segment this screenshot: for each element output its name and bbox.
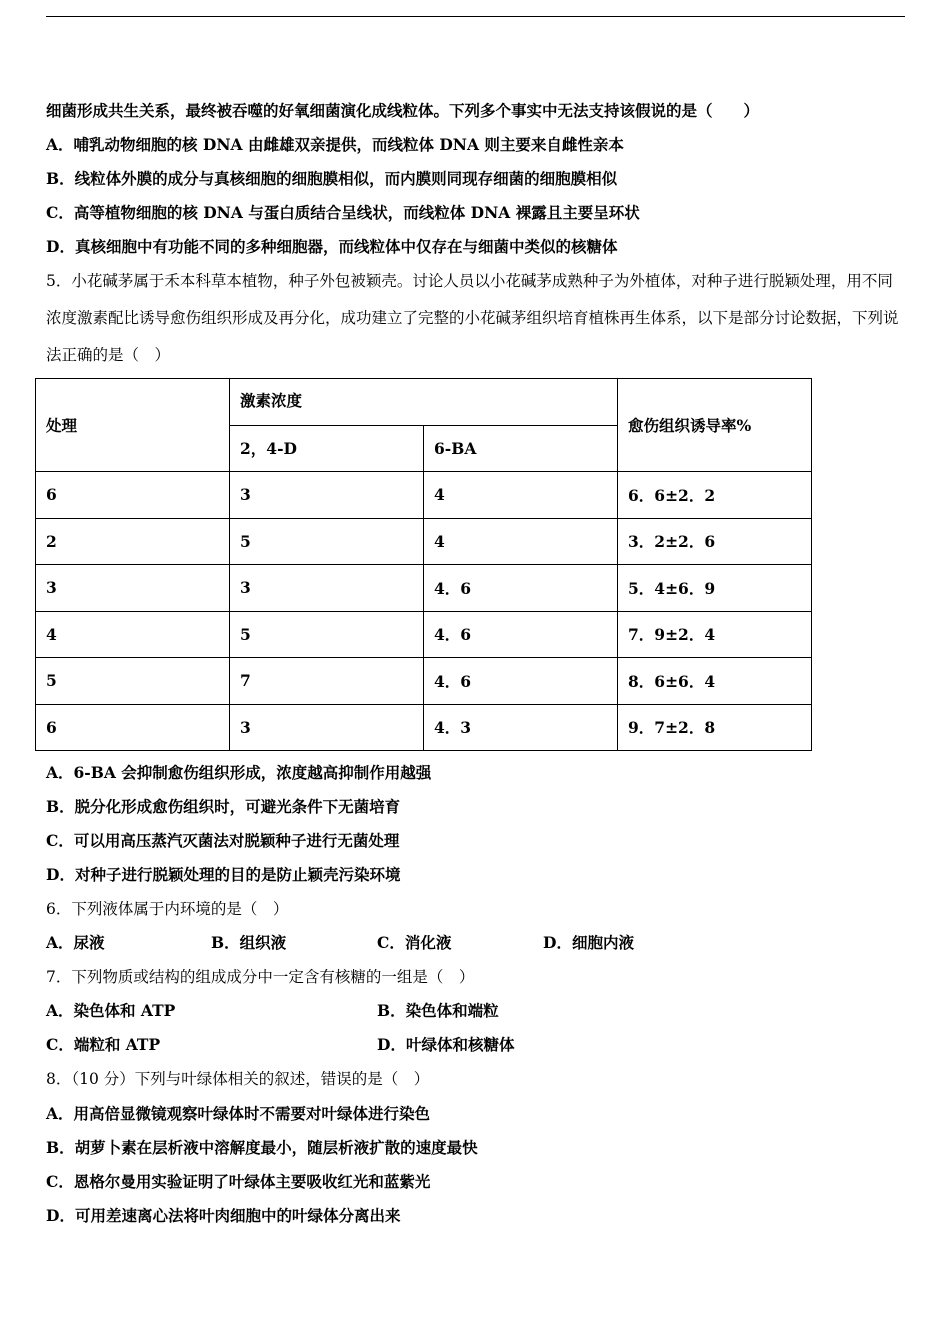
cell-rate: 7．9±2．4	[618, 611, 812, 658]
cell-rate: 9．7±2．8	[618, 704, 812, 751]
cell-6ba: 4．6	[424, 565, 618, 612]
cell-6ba: 4	[424, 518, 618, 565]
q4-option-c: C．高等植物细胞的核 DNA 与蛋白质结合呈线状，而线粒体 DNA 裸露且主要呈环状	[46, 203, 640, 222]
cell-treatment: 2	[36, 518, 230, 565]
header-hormone-concentration: 激素浓度	[230, 379, 618, 426]
cell-6ba: 4	[424, 472, 618, 519]
cell-24d: 3	[230, 704, 424, 751]
header-6ba: 6-BA	[424, 425, 618, 472]
cell-treatment: 6	[36, 472, 230, 519]
cell-24d: 7	[230, 658, 424, 705]
cell-6ba: 4．6	[424, 658, 618, 705]
cell-24d: 3	[230, 472, 424, 519]
q8-option-c: C．恩格尔曼用实验证明了叶绿体主要吸收红光和蓝紫光	[46, 1172, 431, 1191]
cell-rate: 3．2±2．6	[618, 518, 812, 565]
q4-option-a: A．哺乳动物细胞的核 DNA 由雌雄双亲提供，而线粒体 DNA 则主要来自雌性亲本	[46, 135, 624, 154]
q8-stem: 8．（10 分）下列与叶绿体相关的叙述，错误的是（ ）	[46, 1070, 430, 1088]
q7-option-d: D．叶绿体和核糖体	[377, 1035, 515, 1054]
q5-option-b: B．脱分化形成愈伤组织时，可避光条件下无菌培育	[46, 797, 401, 816]
q5-option-a: A．6-BA 会抑制愈伤组织形成，浓度越高抑制作用越强	[46, 763, 432, 782]
q4-option-d: D．真核细胞中有功能不同的多种细胞器，而线粒体中仅存在与细菌中类似的核糖体	[46, 237, 618, 256]
cell-treatment: 5	[36, 658, 230, 705]
cell-24d: 3	[230, 565, 424, 612]
q4-stem: 细菌形成共生关系，最终被吞噬的好氧细菌演化成线粒体。下列多个事实中无法支持该假说的是（ ）	[46, 101, 760, 120]
q7-option-c: C．端粒和 ATP	[46, 1035, 161, 1054]
q8-option-d: D．可用差速离心法将叶肉细胞中的叶绿体分离出来	[46, 1206, 401, 1225]
table-row	[36, 658, 812, 705]
q8-option-a: A．用高倍显微镜观察叶绿体时不需要对叶绿体进行染色	[46, 1104, 431, 1123]
header-24d: 2，4-D	[230, 425, 424, 472]
table-row	[36, 611, 812, 658]
header-rule	[46, 16, 905, 17]
q6-option-c: C．消化液	[377, 933, 452, 952]
q7-stem: 7．下列物质或结构的组成成分中一定含有核糖的一组是（ ）	[46, 968, 475, 986]
cell-rate: 8．6±6．4	[618, 658, 812, 705]
header-induction-rate: 愈伤组织诱导率%	[618, 379, 812, 472]
cell-6ba: 4．3	[424, 704, 618, 751]
cell-treatment: 3	[36, 565, 230, 612]
q7-option-a: A．染色体和 ATP	[46, 1001, 176, 1020]
cell-24d: 5	[230, 518, 424, 565]
table-row	[36, 565, 812, 612]
cell-treatment: 4	[36, 611, 230, 658]
header-treatment: 处理	[36, 379, 230, 472]
q8-option-b: B．胡萝卜素在层析液中溶解度最小，随层析液扩散的速度最快	[46, 1138, 478, 1157]
cell-treatment: 6	[36, 704, 230, 751]
table-row	[36, 704, 812, 751]
q6-option-b: B．组织液	[211, 933, 287, 952]
cell-6ba: 4．6	[424, 611, 618, 658]
q6-option-a: A．尿液	[46, 933, 105, 952]
q5-option-d: D．对种子进行脱颖处理的目的是防止颖壳污染环境	[46, 865, 401, 884]
table-row	[36, 518, 812, 565]
cell-rate: 5．4±6．9	[618, 565, 812, 612]
q5-data-table	[35, 378, 812, 751]
q6-option-d: D．细胞内液	[543, 933, 634, 952]
cell-24d: 5	[230, 611, 424, 658]
q5-stem: 5．小花碱茅属于禾本科草本植物，种子外包被颖壳。讨论人员以小花碱茅成熟种子为外植体，对种子进行脱颖处理，用不同浓度激素配比诱导愈伤组织形成及再分化，成功建立了完整的小花碱茅组织培育植株再生体系，以下是部分讨论数据，下列说法正确的是（ ）	[46, 272, 899, 364]
q4-option-b: B．线粒体外膜的成分与真核细胞的细胞膜相似，而内膜则同现存细菌的细胞膜相似	[46, 169, 618, 188]
table-row	[36, 472, 812, 519]
cell-rate: 6．6±2．2	[618, 472, 812, 519]
q7-option-b: B．染色体和端粒	[377, 1001, 499, 1020]
q6-stem: 6．下列液体属于内环境的是（ ）	[46, 900, 289, 918]
q5-option-c: C．可以用高压蒸汽灭菌法对脱颖种子进行无菌处理	[46, 831, 400, 850]
